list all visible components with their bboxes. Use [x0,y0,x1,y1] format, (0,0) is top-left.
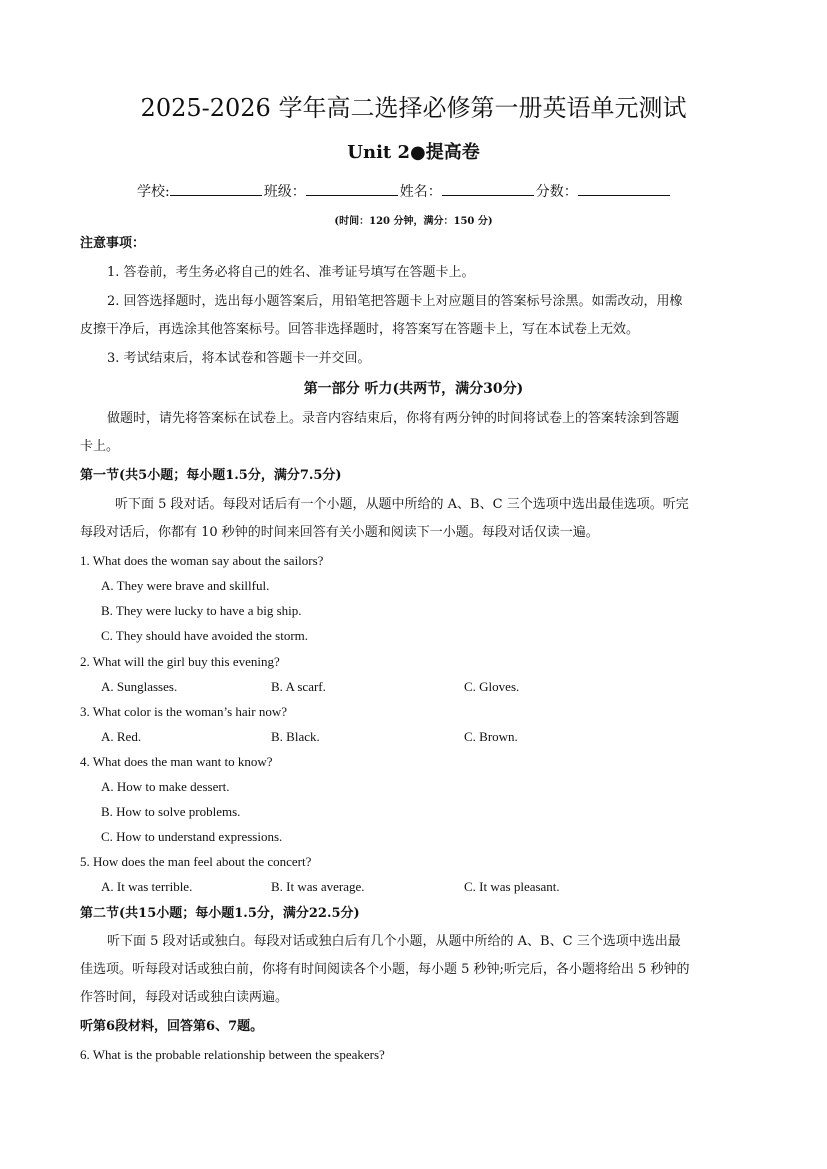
notice-item: 1. 答卷前，考生务必将自己的姓名、准考证号填写在答题卡上。 [107,265,475,280]
part1-intro: 卡上。 [80,439,120,454]
question-2: 2. What will the girl buy this evening? [80,654,280,669]
section2-intro: 佳选项。听每段对话或独白前，你将有时间阅读各个小题，每小题 5 秒钟;听完后，各小题将给出 5 秒钟的 [80,962,690,977]
document-subtitle: Unit 2●提高卷 [347,142,480,163]
notice-item: 2. 回答选择题时，选出每小题答案后，用铅笔把答题卡上对应题目的答案标号涂黑。如需改动，用橡 [107,294,683,309]
time-note: (时间：120 分钟，满分：150 分) [334,216,493,227]
score-label: 分数： [535,184,578,200]
option-a: A. Sunglasses. [101,679,178,694]
name-label: 姓名： [399,184,442,200]
section2-heading: 第二节(共15小题；每小题1.5分，满分22.5分) [80,906,360,921]
score-blank [578,181,670,196]
section1-heading: 第一节(共5小题；每小题1.5分，满分7.5分) [80,468,342,483]
question-5: 5. How does the man feel about the concert? [80,854,312,869]
student-info-fields [137,181,672,202]
question-6: 6. What is the probable relationship between the speakers? [80,1047,385,1062]
part1-intro: 做题时，请先将答案标在试卷上。录音内容结束后，你将有两分钟的时间将试卷上的答案转涂到答题 [107,411,680,426]
question-1: 1. What does the woman say about the sailors? [80,553,324,568]
option-c: C. How to understand expressions. [101,829,283,844]
option-b: B. It was average. [271,879,365,894]
option-a: A. How to make dessert. [101,779,230,794]
option-b: B. A scarf. [271,679,326,694]
document-title: 2025-2026 学年高二选择必修第一册英语单元测试 [140,94,687,122]
option-b: B. They were lucky to have a big ship. [101,603,302,618]
option-c: C. Gloves. [464,679,520,694]
option-a: A. They were brave and skillful. [101,578,270,593]
school-label: 学校: [137,184,170,200]
option-b: B. Black. [271,729,320,744]
part1-heading: 第一部分 听力(共两节，满分30分) [303,381,524,397]
option-c: C. Brown. [464,729,518,744]
name-blank [442,181,534,196]
class-label: 班级： [263,184,306,200]
option-c: C. They should have avoided the storm. [101,628,309,643]
school-blank [170,181,262,196]
option-a: A. It was terrible. [101,879,193,894]
option-a: A. Red. [101,729,142,744]
section2-intro: 听下面 5 段对话或独白。每段对话或独白后有几个小题，从题中所给的 A、B、C 三个选项中选出最 [107,934,681,949]
option-b: B. How to solve problems. [101,804,241,819]
notice-heading: 注意事项： [80,236,146,251]
notice-item: 3. 考试结束后，将本试卷和答题卡一并交回。 [107,351,371,366]
section1-intro: 听下面 5 段对话。每段对话后有一个小题，从题中所给的 A、B、C 三个选项中选出最佳选项。听完 [115,497,689,512]
notice-item: 皮擦干净后，再选涂其他答案标号。回答非选择题时，将答案写在答题卡上，写在本试卷上无效。 [80,322,640,337]
material-instruction: 听第6段材料，回答第6、7题。 [80,1019,264,1034]
option-c: C. It was pleasant. [464,879,560,894]
class-blank [306,181,398,196]
section2-intro: 作答时间，每段对话或独白读两遍。 [80,990,289,1005]
question-4: 4. What does the man want to know? [80,754,273,769]
section1-intro: 每段对话后，你都有 10 秒钟的时间来回答有关小题和阅读下一小题。每段对话仅读一遍。 [80,525,599,540]
question-3: 3. What color is the woman’s hair now? [80,704,287,719]
